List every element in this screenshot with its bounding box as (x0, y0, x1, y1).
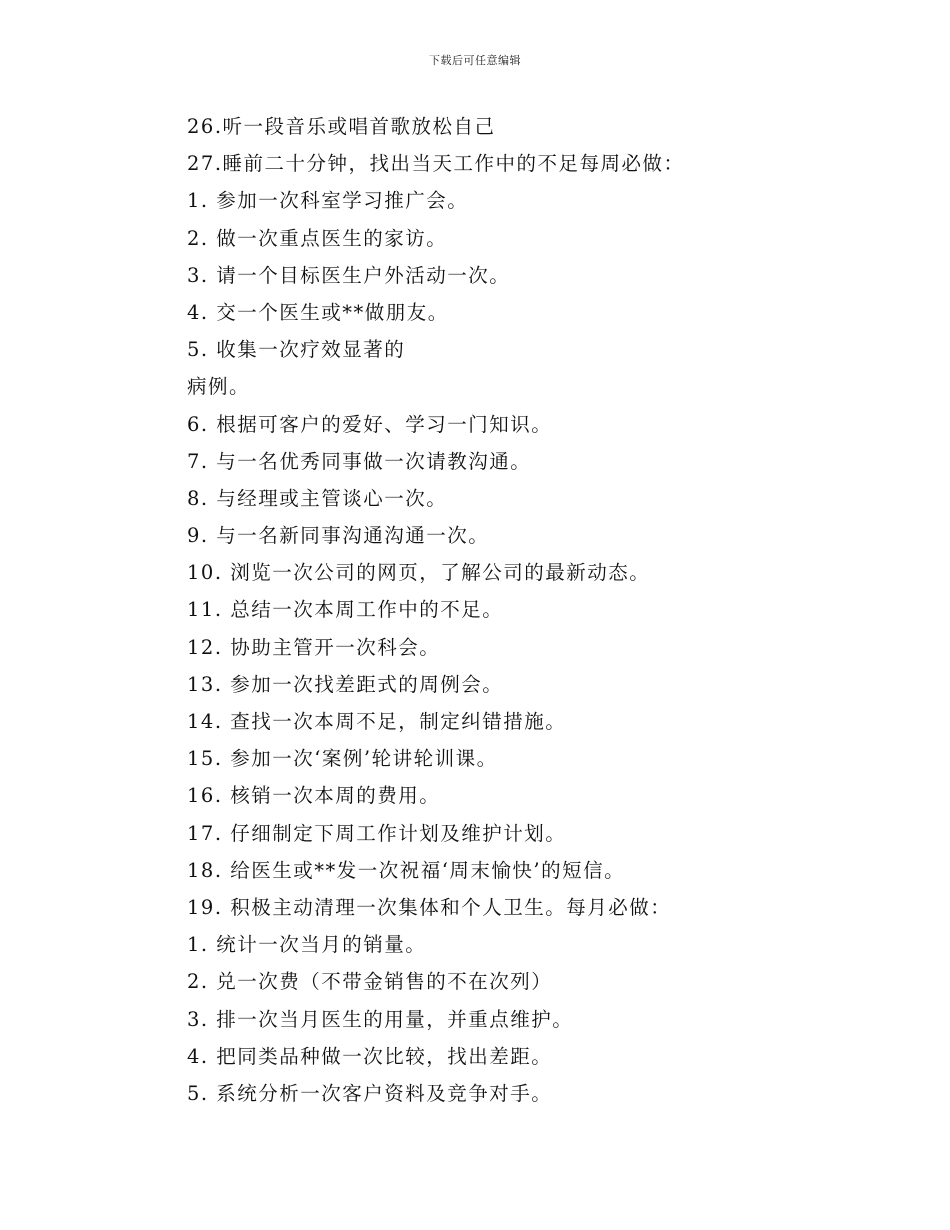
text-line: 10. 浏览一次公司的网页，了解公司的最新动态。 (187, 561, 651, 585)
text-line: 4. 把同类品种做一次比较，找出差距。 (187, 1044, 553, 1068)
text-line: 6. 根据可客户的爱好、学习一门知识。 (187, 412, 553, 436)
text-line: 5. 系统分析一次客户资料及竞争对手。 (187, 1081, 553, 1105)
document-body (187, 108, 807, 1112)
page-header: 下载后可任意编辑 (429, 54, 521, 67)
text-line: 1. 统计一次当月的销量。 (187, 933, 427, 957)
text-line: 19. 积极主动清理一次集体和个人卫生。每月必做： (187, 895, 672, 919)
text-line: 14. 查找一次本周不足，制定纠错措施。 (187, 710, 567, 733)
text-line: 4. 交一个医生或**做朋友。 (187, 300, 449, 324)
text-line: 11. 总结一次本周工作中的不足。 (187, 598, 504, 622)
text-line: 26.听一段音乐或唱首歌放松自己 (187, 115, 496, 138)
text-line: 2. 兑一次费（不带金销售的不在次列） (187, 970, 553, 994)
text-line: 3. 请一个目标医生户外活动一次。 (187, 263, 511, 287)
text-line: 16. 核销一次本周的费用。 (187, 784, 441, 808)
text-line: 5. 收集一次疗效显著的 (187, 338, 406, 362)
text-line: 15. 参加一次‘案例’轮讲轮训课。 (187, 747, 498, 771)
text-line: 8. 与经理或主管谈心一次。 (187, 486, 448, 510)
text-line: 7. 与一名优秀同事做一次请教沟通。 (187, 449, 532, 473)
text-line: 18. 给医生或**发一次祝福‘周末愉快’的短信。 (187, 858, 626, 882)
text-line: 3. 排一次当月医生的用量，并重点维护。 (187, 1007, 574, 1031)
text-line: 12. 协助主管开一次科会。 (187, 635, 441, 659)
text-line: 27.睡前二十分钟，找出当天工作中的不足每周必做： (187, 152, 685, 176)
text-line: 病例。 (187, 375, 251, 399)
text-line: 13. 参加一次找差距式的周例会。 (187, 672, 504, 696)
text-line: 2. 做一次重点医生的家访。 (187, 226, 448, 250)
text-line: 9. 与一名新同事沟通沟通一次。 (187, 524, 490, 548)
text-line: 1. 参加一次科室学习推广会。 (187, 189, 469, 213)
text-line: 17. 仔细制定下周工作计划及维护计划。 (187, 821, 567, 845)
